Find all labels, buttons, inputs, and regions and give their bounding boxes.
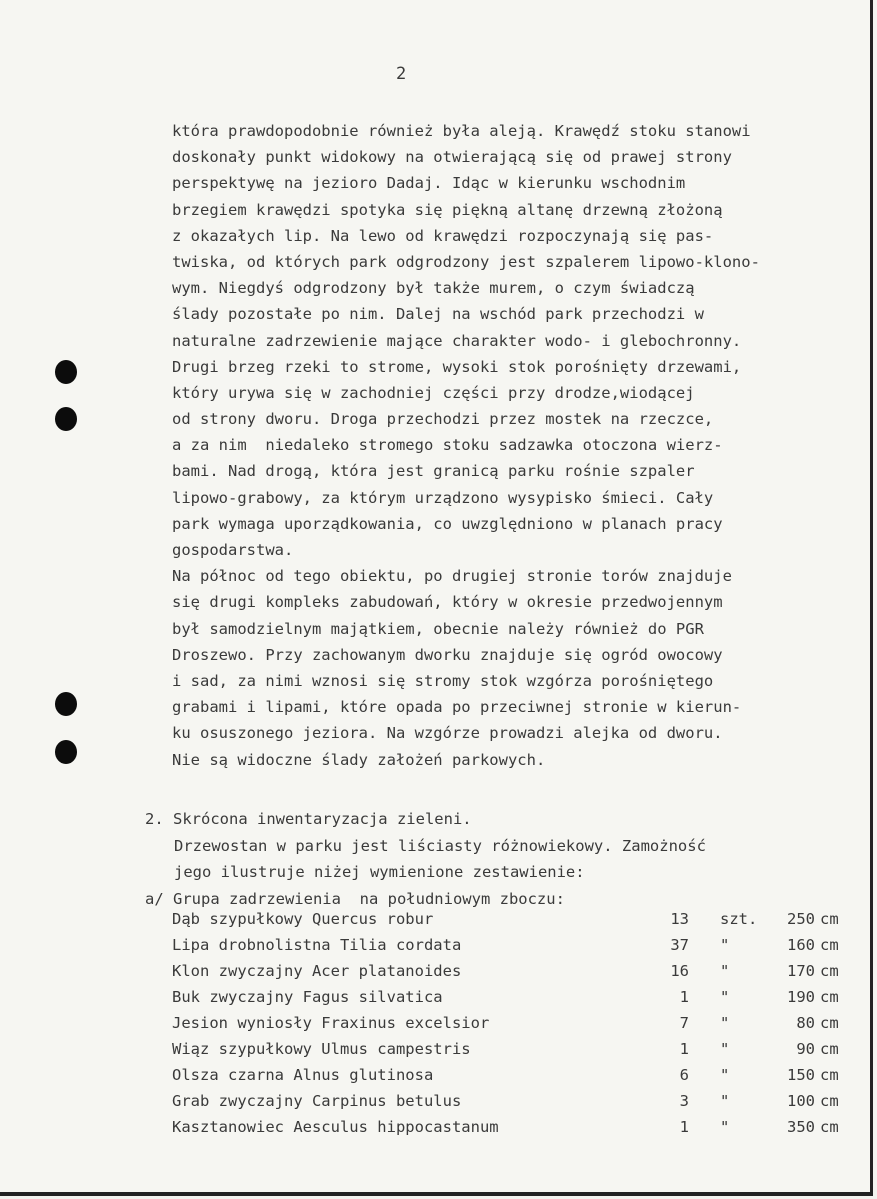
table-row: [0, 1010, 870, 1036]
count-unit: ": [720, 1040, 730, 1058]
section-2: [145, 806, 706, 912]
table-row: [0, 932, 870, 958]
tree-size: 170: [787, 962, 815, 980]
text-line: Nie są widoczne ślady założeń parkowych.: [172, 750, 546, 769]
size-unit: cm: [820, 1040, 839, 1058]
text-line: Drugi brzeg rzeki to strome, wysoki stok porośnięty drzewami,: [172, 357, 742, 376]
text-line: od strony dworu. Droga przechodzi przez mostek na rzeczce,: [172, 410, 714, 429]
text-line: doskonały punkt widokowy na otwierającą się od prawej strony: [172, 148, 732, 167]
table-row: [0, 1036, 870, 1062]
text-line: twiska, od których park odgrodzony jest szpalerem lipowo-klono-: [172, 252, 760, 271]
count-unit: ": [720, 1092, 730, 1110]
tree-name: Wiąz szypułkowy Ulmus campestris: [172, 1040, 471, 1058]
size-unit: cm: [820, 962, 839, 980]
text-line: Na północ od tego obiektu, po drugiej stronie torów znajduje: [172, 567, 732, 586]
text-line: był samodzielnym majątkiem, obecnie należy również do PGR: [172, 619, 704, 638]
text-line: Drzewostan w parku jest liściasty różnowiekowy. Zamożność: [174, 836, 706, 855]
group-title: a/ Grupa zadrzewienia na południowym zboczu:: [145, 889, 565, 908]
count-unit: ": [720, 1066, 730, 1084]
text-line: brzegiem krawędzi spotyka się piękną altanę drzewną złożoną: [172, 200, 723, 219]
tree-count: 1: [679, 1118, 689, 1136]
tree-count: 13: [670, 910, 689, 928]
tree-name: Klon zwyczajny Acer platanoides: [172, 962, 462, 980]
text-line: lipowo-grabowy, za którym urządzono wysypisko śmieci. Cały: [172, 488, 714, 507]
size-unit: cm: [820, 1092, 839, 1110]
punch-hole: [55, 740, 77, 764]
size-unit: cm: [820, 988, 839, 1006]
table-row: [0, 958, 870, 984]
count-unit: ": [720, 936, 730, 954]
tree-count: 1: [679, 1040, 689, 1058]
tree-size: 190: [787, 988, 815, 1006]
tree-name: Olsza czarna Alnus glutinosa: [172, 1066, 434, 1084]
count-unit: szt.: [720, 910, 758, 928]
tree-size: 250: [787, 910, 815, 928]
text-line: bami. Nad drogą, która jest granicą parku rośnie szpaler: [172, 462, 695, 481]
size-unit: cm: [820, 936, 839, 954]
text-line: perspektywę na jezioro Dadaj. Idąc w kierunku wschodnim: [172, 174, 686, 193]
text-line: grabami i lipami, które opada po przeciwnej stronie w kierun-: [172, 698, 742, 717]
tree-size: 350: [787, 1118, 815, 1136]
punch-hole: [55, 407, 77, 431]
tree-count: 6: [679, 1066, 689, 1084]
body-text: [172, 118, 760, 773]
tree-size: 150: [787, 1066, 815, 1084]
count-unit: ": [720, 988, 730, 1006]
text-line: Droszewo. Przy zachowanym dworku znajduje się ogród owocowy: [172, 645, 723, 664]
size-unit: cm: [820, 910, 839, 928]
section-heading: 2. Skrócona inwentaryzacja zieleni.: [145, 810, 472, 828]
punch-hole: [55, 360, 77, 384]
count-unit: ": [720, 1014, 730, 1032]
text-line: z okazałych lip. Na lewo od krawędzi rozpoczynają się pas-: [172, 226, 714, 245]
tree-count: 16: [670, 962, 689, 980]
table-row: [0, 1114, 870, 1140]
text-line: ku osuszonego jeziora. Na wzgórze prowadzi alejka od dworu.: [172, 724, 723, 743]
text-line: gospodarstwa.: [172, 541, 294, 559]
table-row: [0, 984, 870, 1010]
tree-size: 160: [787, 936, 815, 954]
tree-count: 37: [670, 936, 689, 954]
table-row: [0, 906, 870, 932]
text-line: która prawdopodobnie również była aleją. Krawędź stoku stanowi: [172, 122, 751, 140]
punch-hole: [55, 692, 77, 716]
size-unit: cm: [820, 1066, 839, 1084]
text-line: jego ilustruje niżej wymienione zestawienie:: [174, 863, 585, 881]
text-line: który urywa się w zachodniej części przy drodze,wiodącej: [172, 383, 695, 402]
tree-size: 90: [796, 1040, 815, 1058]
text-line: a za nim niedaleko stromego stoku sadzawka otoczona wierz-: [172, 436, 723, 455]
text-line: park wymaga uporządkowania, co uwzględniono w planach pracy: [172, 514, 723, 533]
text-line: się drugi kompleks zabudowań, który w okresie przedwojennym: [172, 593, 723, 612]
text-line: ślady pozostałe po nim. Dalej na wschód park przechodzi w: [172, 305, 704, 324]
text-line: naturalne zadrzewienie mające charakter wodo- i glebochronny.: [172, 331, 742, 350]
tree-name: Kasztanowiec Aesculus hippocastanum: [172, 1118, 499, 1136]
text-line: wym. Niegdyś odgrodzony był także murem, o czym świadczą: [172, 279, 695, 298]
table-row: [0, 1088, 870, 1114]
size-unit: cm: [820, 1118, 839, 1136]
count-unit: ": [720, 962, 730, 980]
tree-inventory-table: [0, 906, 870, 1140]
table-row: [0, 1062, 870, 1088]
tree-name: Dąb szypułkowy Quercus robur: [172, 910, 434, 928]
tree-name: Grab zwyczajny Carpinus betulus: [172, 1092, 462, 1110]
tree-size: 100: [787, 1092, 815, 1110]
tree-count: 7: [679, 1014, 689, 1032]
page-number: 2: [396, 64, 407, 84]
tree-size: 80: [796, 1014, 815, 1032]
tree-name: Buk zwyczajny Fagus silvatica: [172, 988, 443, 1006]
text-line: i sad, za nimi wznosi się stromy stok wzgórza porośniętego: [172, 671, 714, 690]
count-unit: ": [720, 1118, 730, 1136]
tree-count: 1: [679, 988, 689, 1006]
size-unit: cm: [820, 1014, 839, 1032]
tree-name: Lipa drobnolistna Tilia cordata: [172, 936, 462, 954]
tree-name: Jesion wyniosły Fraxinus excelsior: [172, 1014, 490, 1032]
tree-count: 3: [679, 1092, 689, 1110]
